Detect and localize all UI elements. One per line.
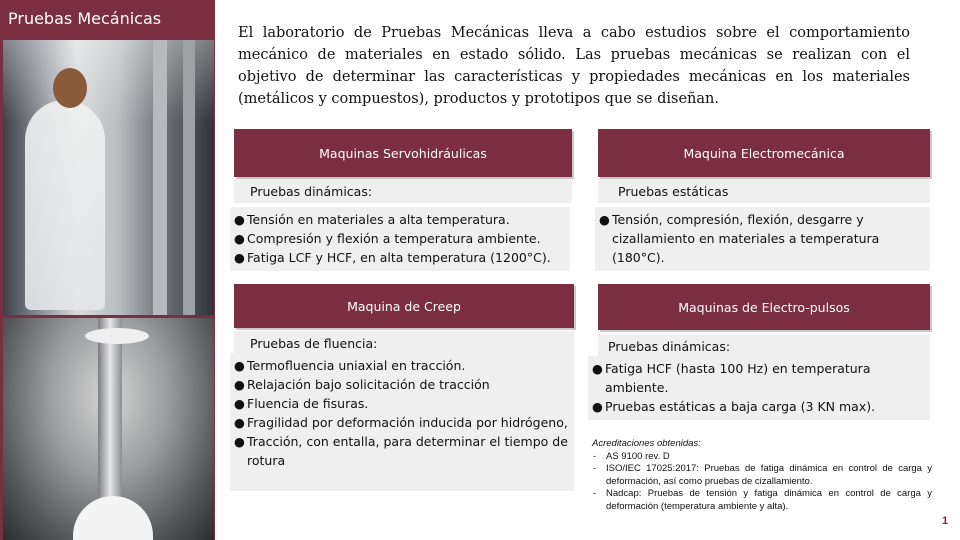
- machine-column: [183, 40, 195, 315]
- list-item: - AS 9100 rev. D: [593, 450, 670, 462]
- bullet-icon: ●: [592, 399, 603, 414]
- list-item: ● Fragilidad por deformación inducida por hidrógeno,: [234, 415, 568, 430]
- bullet-icon: ●: [234, 377, 245, 392]
- list-item: ● Pruebas estáticas a baja carga (3 KN max).: [592, 399, 876, 414]
- electropulsos-header: Maquinas de Electro-pulsos: [598, 284, 930, 330]
- list-item: ● Relajación bajo solicitación de tracción: [234, 377, 490, 392]
- bullet-icon: ●: [234, 434, 245, 449]
- bullet-icon: ●: [234, 358, 245, 373]
- list-item: ● Compresión y flexión a temperatura ambiente.: [234, 231, 541, 246]
- bullet-icon: ●: [234, 231, 245, 246]
- bullet-icon: ●: [234, 212, 245, 227]
- dash-icon: -: [593, 463, 597, 474]
- creep-list: [230, 353, 574, 491]
- dash-icon: -: [593, 488, 597, 499]
- servo-list: [230, 207, 570, 271]
- list-item: ● Fatiga LCF y HCF, en alta temperatura (1200°C).: [234, 250, 551, 265]
- accreditations-list: [592, 451, 932, 514]
- machine-base: [73, 496, 153, 540]
- bullet-icon: ●: [599, 212, 610, 227]
- electromec-list: [595, 207, 930, 271]
- electropulsos-subtitle: Pruebas dinámicas:: [598, 334, 930, 358]
- accreditations: [592, 438, 932, 513]
- electromec-subtitle: Pruebas estáticas: [598, 179, 930, 203]
- bullet-icon: ●: [234, 415, 245, 430]
- machine-disc: [85, 328, 149, 344]
- electropulsos-list: [588, 356, 930, 420]
- list-item: ● Termofluencia uniaxial en tracción.: [234, 358, 466, 373]
- bullet-icon: ●: [234, 250, 245, 265]
- list-item: ● Tracción, con entalla, para determinar el tiempo de rotura: [234, 434, 568, 468]
- list-item: - Nadcap: Pruebas de tensión y fatiga dinámica en control de carga y deformación (temperatura ambiente y alta).: [593, 488, 932, 512]
- lab-technician-photo: [3, 40, 214, 315]
- list-item: ● Tensión, compresión, flexión, desgarre y cizallamiento en materiales a temperatura (180°C).: [599, 212, 880, 265]
- slide-title: Pruebas Mecánicas: [8, 9, 162, 28]
- list-item: ● Tensión en materiales a alta temperatura.: [234, 212, 510, 227]
- intro-paragraph: El laboratorio de Pruebas Mecánicas lleva a cabo estudios sobre el comportamiento mecánico de materiales en estado sólido. Las pruebas mecánicas se realizan con el objetivo de determinar las características y propiedades mecánicas en los materiales (metálicos y compuestos), productos y prototipos que se diseñan.: [238, 25, 910, 107]
- servo-subtitle: Pruebas dinámicas:: [234, 179, 572, 203]
- list-item: ● Fluencia de fisuras.: [234, 396, 369, 411]
- list-item: - ISO/IEC 17025:2017: Pruebas de fatiga dinámica en control de carga y deformación, así como pruebas de cizallamiento.: [593, 463, 932, 487]
- creep-machine-photo: [3, 318, 214, 540]
- servo-header: Maquinas Servohidráulicas: [234, 129, 572, 177]
- technician-figure: [25, 100, 105, 310]
- electromec-header: Maquina Electromecánica: [598, 129, 930, 177]
- accreditations-title: Acreditaciones obtenidas:: [592, 438, 701, 449]
- page-number: 1: [942, 515, 949, 527]
- dash-icon: -: [593, 450, 597, 462]
- creep-header: Maquina de Creep: [234, 284, 574, 328]
- list-item: ● Fatiga HCF (hasta 100 Hz) en temperatura ambiente.: [592, 361, 871, 395]
- bullet-icon: ●: [234, 396, 245, 411]
- technician-head: [53, 68, 87, 108]
- creep-subtitle: Pruebas de fluencia:: [234, 331, 574, 355]
- bullet-icon: ●: [592, 361, 603, 376]
- machine-column: [153, 40, 167, 315]
